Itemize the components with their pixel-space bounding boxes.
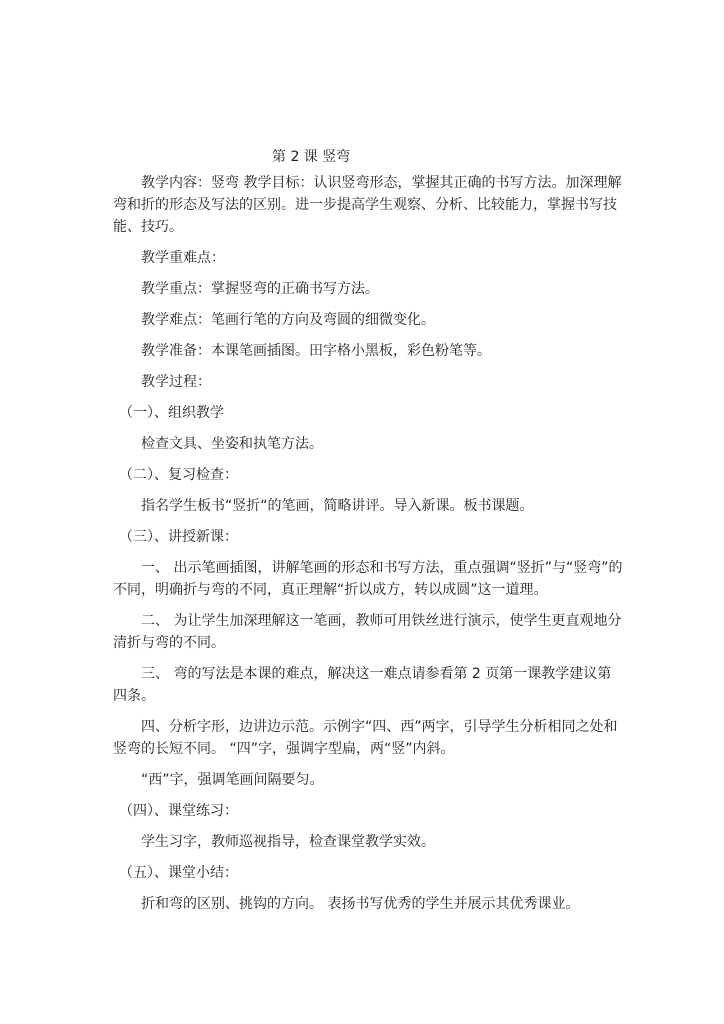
paragraph-review: 指名学生板书“竖折“的笔画，简略讲评。导入新课。板书课题。	[141, 498, 534, 514]
paragraph-preparation: 教学准备：本课笔画插图。田字格小黑板，彩色粉笔等。	[141, 343, 491, 359]
paragraph-step-3: 三、 弯的写法是本课的难点，解决这一难点请参看第 2 页第一课教学建议第四条。	[113, 666, 612, 704]
paragraph-check-tools: 检查文具、坐姿和执笔方法。	[141, 436, 323, 452]
paragraph-xi-character: “西”字，强调笔画间隔要匀。	[141, 772, 324, 788]
document-body	[113, 172, 625, 924]
section-heading-3: （三）、讲授新课：	[119, 529, 238, 545]
paragraph-key-difficult-points: 教学重难点：	[141, 250, 225, 266]
lesson-title: 第 2 课 竖弯	[272, 149, 351, 165]
section-heading-2: （二）、复习检查：	[119, 467, 238, 483]
paragraph-teaching-content: 教学内容：竖弯 教学目标：认识竖弯形态，掌握其正确的书写方法。加深理解弯和折的形态及写法的区别。进一步提高学生观察、分析、比较能力，掌握书写技能、技巧。	[113, 175, 622, 235]
paragraph-summary: 折和弯的区别、挑钩的方向。 表扬书写优秀的学生并展示其优秀课业。	[141, 896, 580, 912]
section-heading-1: （一）、组织教学	[119, 405, 224, 421]
paragraph-key-point: 教学重点：掌握竖弯的正确书写方法。	[141, 281, 379, 297]
section-heading-4: （四）、课堂练习：	[119, 803, 238, 819]
paragraph-step-4: 四、分析字形，边讲边示范。示例字“四、西”两字，引导学生分析相同之处和竖弯的长短不同。 “四”字，强调字型扁，两“竖”内斜。	[113, 719, 618, 757]
paragraph-practice: 学生习字，教师巡视指导，检查课堂教学实效。	[141, 834, 435, 850]
paragraph-step-1: 一、 出示笔画插图，讲解笔画的形态和书写方法，重点强调“竖折”与“竖弯”的不同，明确折与弯的不同，真正理解“折以成方，转以成圆”这一道理。	[113, 560, 623, 598]
section-heading-5: （五）、课堂小结：	[119, 865, 238, 881]
paragraph-difficult-point: 教学难点：笔画行笔的方向及弯圆的细微变化。	[141, 312, 435, 328]
paragraph-process-heading: 教学过程：	[141, 374, 211, 390]
paragraph-step-2: 二、 为让学生加深理解这一笔画，教师可用铁丝进行演示，使学生更直观地分清折与弯的不同。	[113, 613, 622, 651]
